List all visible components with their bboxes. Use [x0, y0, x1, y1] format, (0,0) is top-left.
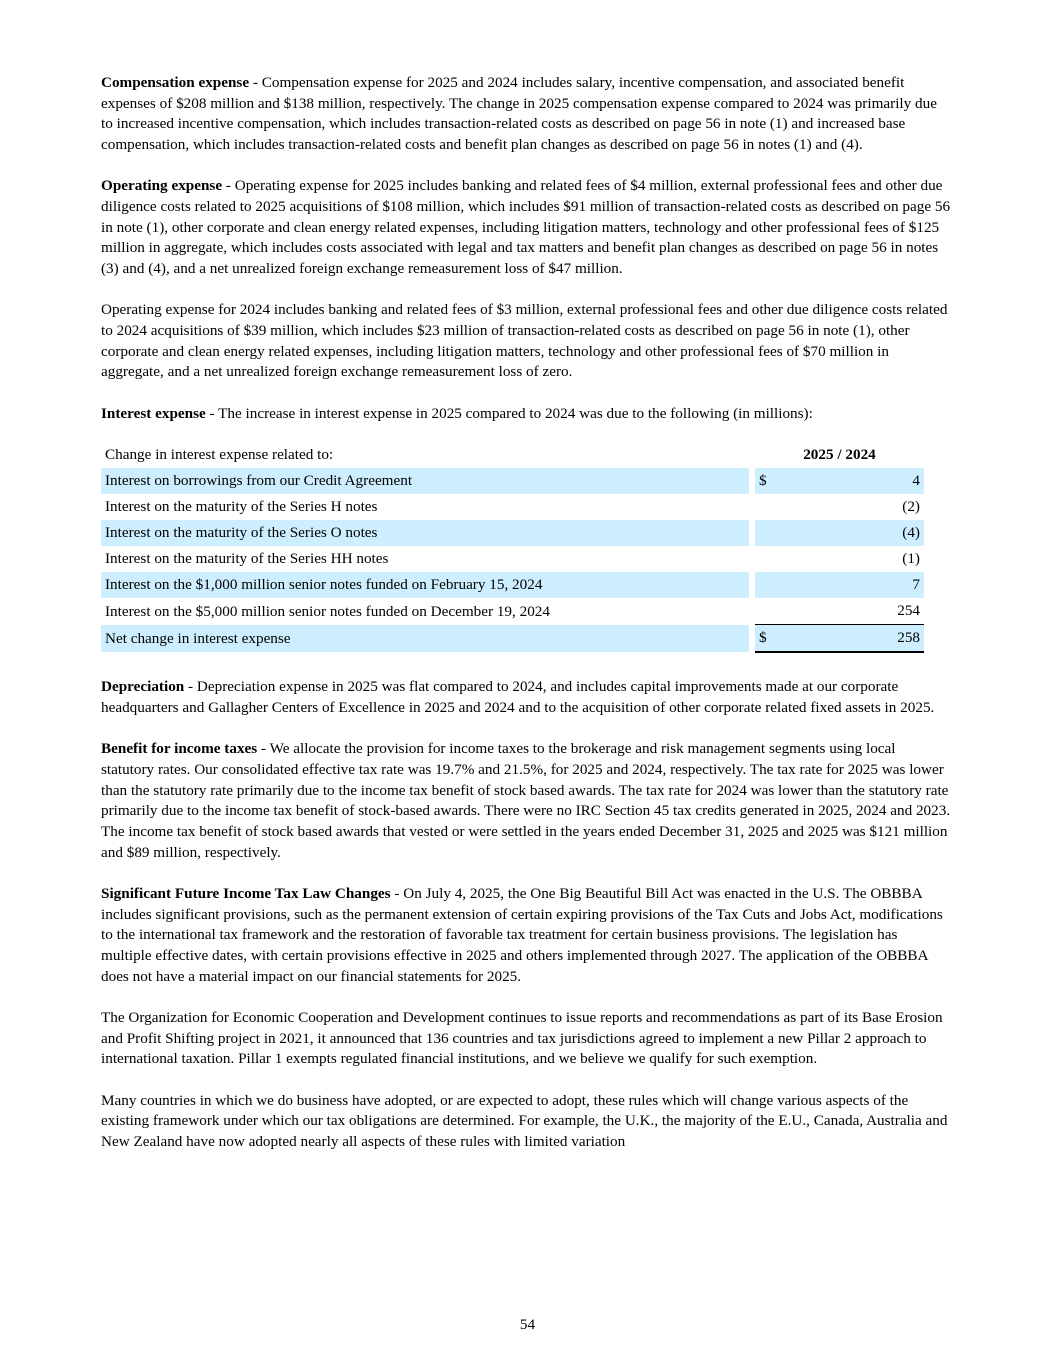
income-tax-paragraph — [101, 739, 951, 863]
interest-expense-text: - The increase in interest expense in 2025 compared to 2024 was due to the following (in millions): — [205, 404, 813, 422]
future-tax-law-text: - On July 4, 2025, the One Big Beautiful Bill Act was enacted in the U.S. The OBBBA includes significant provisions, such as the permanent extension of certain expiring provisions of the Tax Cuts and Jobs Act, modifications to the international tax framework and the restoration of favorable tax treatment for certain business provisions. The legislation has multiple effective dates, with certain provisions effective in 2025 and others implemented through 2027. The application of the OBBBA does not have a material impact on our financial statements for 2025. — [101, 884, 943, 985]
document-page — [101, 73, 951, 1173]
operating-expense-2024-paragraph: Operating expense for 2024 includes banking and related fees of $3 million, external professional fees and other due diligence costs related to 2024 acquisitions of $39 million, which includes $23 million of transaction-related costs as described on page 56 in note (1), other corporate and clean energy related expenses, including litigation matters, technology and other professional fees of $70 million in aggregate, and a net unrealized foreign exchange remeasurement loss of zero. — [101, 301, 948, 381]
operating-expense-paragraph — [101, 176, 951, 280]
row-currency — [755, 546, 783, 572]
interest-change-table — [101, 442, 924, 653]
row-label: Interest on the maturity of the Series O notes — [101, 520, 749, 546]
interest-expense-heading: Interest expense — [101, 404, 206, 422]
table-row — [101, 520, 924, 546]
countries-paragraph: Many countries in which we do business have adopted, or are expected to adopt, these rules which will change various aspects of the existing framework under which our tax obligations are determined. For example, the U.K., the majority of the E.U., Canada, Australia and New Zealand have now adopted nearly all aspects of these rules with limited variation — [101, 1091, 948, 1150]
table-total-row — [101, 625, 924, 653]
row-label: Interest on the $5,000 million senior notes funded on December 19, 2024 — [105, 602, 550, 620]
income-tax-text: - We allocate the provision for income taxes to the brokerage and risk management segments using local statutory rates. Our consolidated effective tax rate was 19.7% and 21.5%, for 2025 and 2024, respectively. The tax rate for 2025 was lower than the statutory rate primarily due to the income tax benefit of stock based awards. The tax rate for 2024 was lower than the statutory rate primarily due to the income tax benefit of stock-based awards. There were no IRC Section 45 tax credits generated in 2025, 2024 and 2023. The income tax benefit of stock based awards that vested or were settled in the years ended December 31, 2025 and 2025 was $121 million and $89 million, respectively. — [101, 740, 951, 861]
table-header-row — [101, 442, 924, 468]
future-tax-law-paragraph — [101, 884, 951, 988]
total-label: Net change in interest expense — [101, 625, 749, 653]
row-currency — [755, 494, 783, 520]
table-row — [101, 468, 924, 494]
table-row — [101, 494, 924, 520]
row-label: Interest on borrowings from our Credit Agreement — [101, 468, 749, 494]
total-value: 258 — [783, 625, 924, 653]
compensation-paragraph — [101, 73, 951, 156]
table-row — [101, 572, 924, 598]
operating-expense-heading: Operating expense — [101, 177, 223, 195]
row-currency — [755, 520, 783, 546]
table-row — [101, 598, 924, 625]
table-header-column: 2025 / 2024 — [803, 446, 876, 464]
compensation-heading: Compensation expense — [101, 74, 250, 91]
total-currency: $ — [755, 625, 783, 653]
compensation-text: - Compensation expense for 2025 and 2024 includes salary, incentive compensation, and associated benefit expenses of $208 million and $138 million, respectively. The change in 2025 compensation expense compared to 2024 was primarily due to increased incentive compensation, which includes transaction-related costs as described on page 56 in note (1) and increased base compensation, which includes transaction-related costs and benefit plan changes as described on page 56 in notes (1) and (4). — [101, 74, 937, 154]
interest-expense-paragraph — [101, 404, 951, 425]
row-label: Interest on the maturity of the Series H notes — [105, 498, 378, 516]
row-label: Interest on the maturity of the Series HH notes — [105, 550, 389, 568]
table-row — [101, 546, 924, 572]
table-header-label: Change in interest expense related to: — [105, 446, 334, 464]
income-tax-heading: Benefit for income taxes — [101, 740, 258, 758]
row-value: (2) — [902, 498, 920, 516]
page-number: 54 — [519, 1316, 536, 1333]
row-currency: $ — [755, 468, 783, 494]
row-currency — [755, 572, 783, 598]
row-value: 254 — [897, 602, 920, 620]
depreciation-heading: Depreciation — [101, 678, 185, 696]
future-tax-law-heading: Significant Future Income Tax Law Changes — [101, 884, 391, 902]
depreciation-paragraph — [101, 677, 951, 718]
row-value: (1) — [902, 550, 920, 568]
row-label: Interest on the $1,000 million senior notes funded on February 15, 2024 — [101, 572, 749, 598]
depreciation-text: - Depreciation expense in 2025 was flat compared to 2024, and includes capital improvements made at our corporate headquarters and Gallagher Centers of Excellence in 2025 and 2024 and to the acquisition of other corporate related fixed assets in 2025. — [101, 678, 935, 717]
operating-expense-text: - Operating expense for 2025 includes banking and related fees of $4 million, external professional fees and other due diligence costs related to 2025 acquisitions of $108 million, which includes $91 million of transaction-related costs as described on page 56 in note (1), other corporate and clean energy related expenses, including litigation matters, technology and other professional fees of $125 million in aggregate, which includes costs associated with legal and tax matters and benefit plan changes as described on page 56 in notes (3) and (4), and a net unrealized foreign exchange remeasurement loss of $47 million. — [101, 177, 951, 278]
oecd-paragraph: The Organization for Economic Cooperation and Development continues to issue reports and recommendations as part of its Base Erosion and Profit Shifting project in 2021, it announced that 136 countries and tax jurisdictions agreed to implement a new Pillar 2 approach to international taxation. Pillar 1 exempts regulated financial institutions, and we believe we qualify for such exemption. — [101, 1008, 943, 1068]
row-currency — [755, 598, 783, 625]
row-value: 7 — [783, 572, 924, 598]
row-value: (4) — [783, 520, 924, 546]
row-value: 4 — [783, 468, 924, 494]
